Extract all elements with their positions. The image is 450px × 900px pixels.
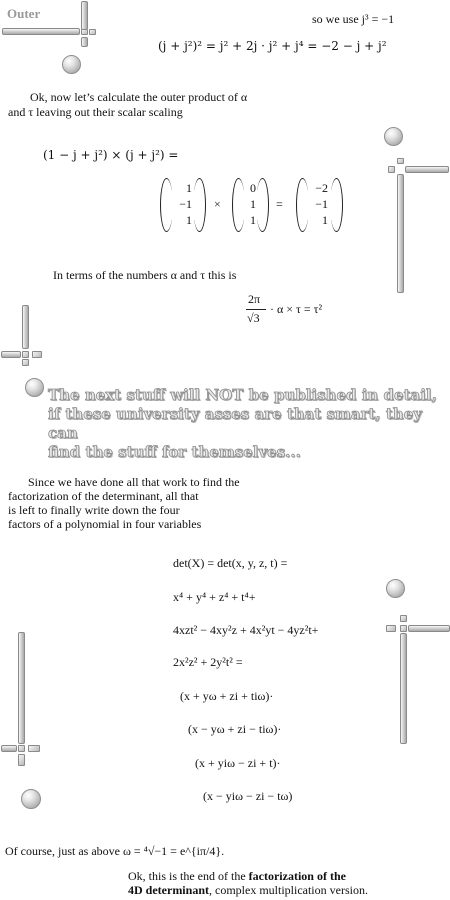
vector-2: 0 1 1: [250, 181, 256, 227]
vector-1: 1 −1 1: [179, 181, 192, 227]
equation-outer-lhs: (1 − j + j²) × (j + j²) =: [43, 148, 179, 162]
vector-3: −2 −1 1: [315, 181, 328, 227]
notice-text: The next stuff will NOT be published in detail, if these university asses are that smart, they can find the stuff for themselves...: [48, 386, 437, 461]
ending-paragraph: Ok, this is the end of the factorization of the 4D determinant, complex multiplication version.: [128, 869, 368, 897]
cube-note: so we use j³ = −1: [312, 12, 395, 26]
section-title: Outer: [7, 6, 41, 21]
equation-square: (j + j²)² = j² + 2j · j² + j⁴ = −2 − j + j²: [158, 39, 387, 53]
omega-line: Of course, just as above ω = ⁴√−1 = e^{iπ/4}.: [5, 844, 225, 858]
intro-line-1: Ok, now let’s calculate the outer product of α: [30, 90, 248, 104]
intro-line-2: and τ leaving out their scalar scaling: [8, 105, 183, 119]
terms-line: In terms of the numbers α and τ this is: [53, 268, 237, 282]
decor-ball: [62, 55, 81, 74]
paragraph-factorization: Since we have done all that work to find the factorization of the determinant, all that is left to finally write down the four factors of a polynomial in four variables: [8, 475, 240, 531]
